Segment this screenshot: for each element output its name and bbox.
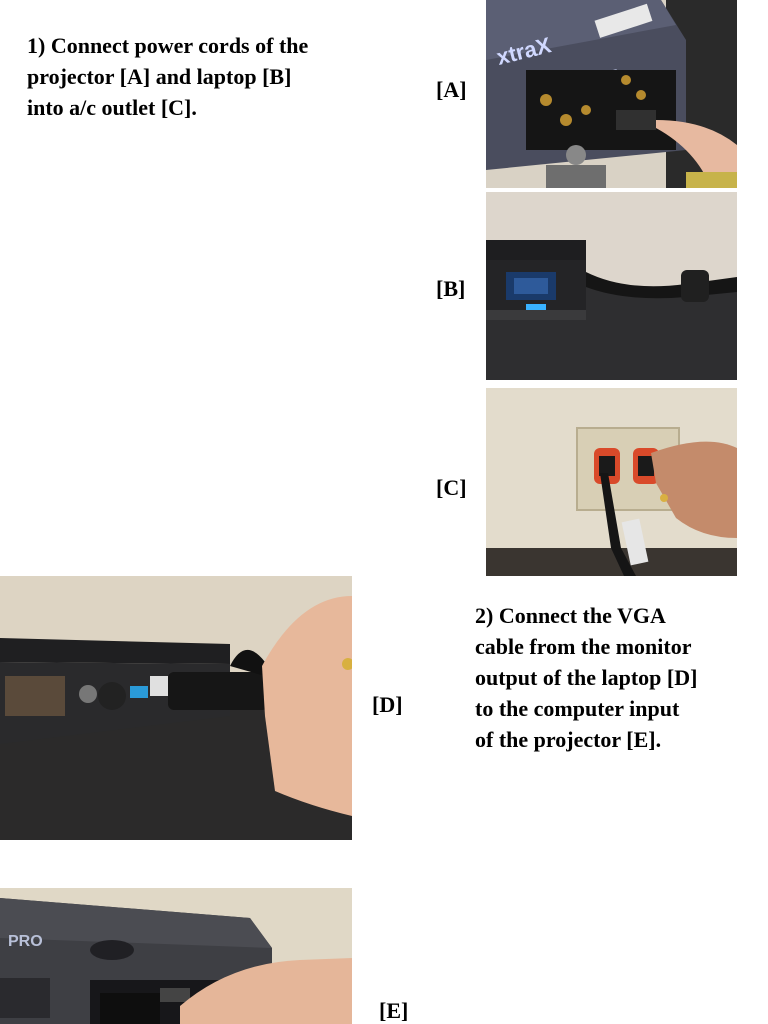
photo-a-projector-power <box>486 0 737 188</box>
label-b: [B] <box>436 276 466 301</box>
photo-e-projector-vga <box>0 888 352 1024</box>
step-1-line-2: projector [A] and laptop [B] <box>27 64 292 89</box>
projector-brand-text: xtraX <box>493 32 554 70</box>
step-1-line-1: 1) Connect power cords of the <box>27 33 309 58</box>
photo-c-wall-outlet <box>486 388 737 576</box>
step-2-line-1: 2) Connect the VGA <box>475 603 666 628</box>
step-2-instructions <box>475 600 697 755</box>
label-c: [C] <box>436 475 467 500</box>
step-2-line-3: output of the laptop [D] <box>475 665 698 690</box>
step-2-line-4: to the computer input <box>475 696 680 721</box>
step-1-line-3: into a/c outlet [C]. <box>27 95 197 120</box>
step-2-line-2: cable from the monitor <box>475 634 692 659</box>
projector-e-brand-text: PRO <box>8 933 43 950</box>
label-a: [A] <box>436 77 467 102</box>
label-e: [E] <box>379 998 409 1023</box>
photo-b-laptop-power <box>486 192 737 380</box>
label-d: [D] <box>372 692 403 717</box>
step-2-line-5: of the projector [E]. <box>475 727 662 752</box>
photo-d-laptop-vga <box>0 576 352 840</box>
step-1-instructions <box>27 30 308 123</box>
